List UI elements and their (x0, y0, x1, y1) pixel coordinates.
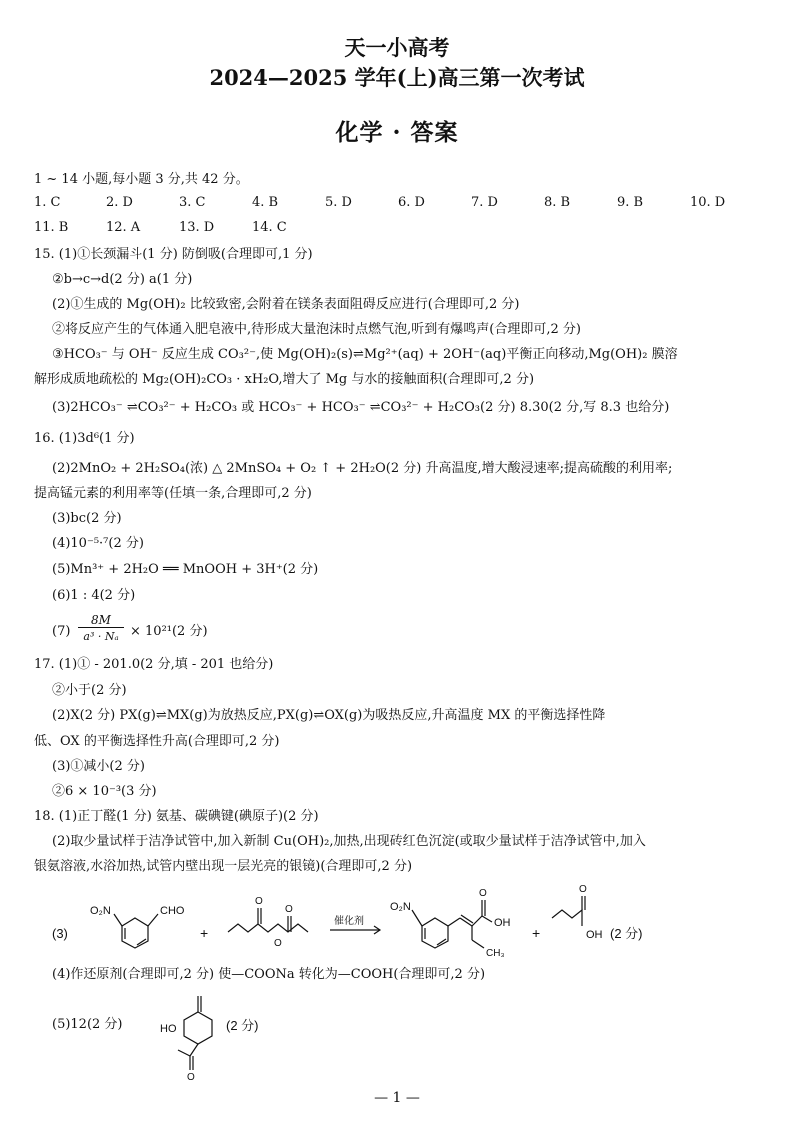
q16-fraction-prefix: (7) (52, 624, 71, 639)
product-structure (390, 888, 511, 959)
mc-answer: 8. B (544, 195, 571, 210)
mc-answer: 1. C (34, 195, 61, 210)
q18-line: (5)12(2 分) (52, 1017, 123, 1032)
score-label: (2 分) (226, 1018, 259, 1033)
q16-line: 16. (1)3d⁶(1 分) (34, 431, 135, 446)
butyric-acid-structure (552, 884, 603, 941)
anhydride-structure (228, 896, 308, 949)
q15-line: 15. (1)①长颈漏斗(1 分) 防倒吸(合理即可,1 分) (34, 247, 313, 262)
q18-line: 银氨溶液,水浴加热,试管内壁出现一层光亮的银镜)(合理即可,2 分) (34, 859, 413, 874)
mc-intro: 1 ~ 14 小题,每小题 3 分,共 42 分。 (34, 172, 249, 187)
q16-line: (5)Mn³⁺ + 2H₂O ══ MnOOH + 3H⁺(2 分) (52, 562, 319, 577)
q18-line: 18. (1)正丁醛(1 分) 氨基、碳碘键(碘原子)(2 分) (34, 809, 319, 824)
mc-answer: 9. B (617, 195, 644, 210)
reaction-scheme (40, 880, 700, 960)
oxygen-label: O (187, 1072, 195, 1080)
q15-line: 解形成质地疏松的 Mg₂(OH)₂CO₃ · xH₂O,增大了 Mg 与水的接触面积(合理即可,2 分) (34, 372, 535, 387)
mc-answer: 5. D (325, 195, 352, 210)
oxygen-label: O (285, 904, 293, 915)
q17-line: ②6 × 10⁻³(3 分) (52, 784, 157, 799)
aldehyde-group-label: CHO (160, 905, 185, 917)
oxygen-label: O (255, 896, 263, 907)
oxygen-label: O (579, 884, 587, 895)
hydroxyl-label: OH (586, 929, 603, 941)
title-exam-name: 2024—2025 学年(上)高三第一次考试 (209, 65, 585, 90)
plus-sign: + (532, 925, 541, 941)
q16-line: 提高锰元素的利用率等(任填一条,合理即可,2 分) (34, 486, 312, 501)
q16-fraction-suffix: × 10²¹(2 分) (130, 624, 208, 639)
mc-answer: 13. D (179, 220, 215, 235)
q15-line: ③HCO₃⁻ 与 OH⁻ 反应生成 CO₃²⁻,使 Mg(OH)₂(s)⇌Mg²⁺(aq) + 2OH⁻(aq)平衡正向移动,Mg(OH)₂ 膜溶 (52, 347, 678, 362)
mc-answer: 7. D (471, 195, 498, 210)
q16-fraction-numerator: 8M (78, 613, 124, 628)
nitro-group-label: O₂N (390, 901, 411, 913)
q18-line: (4)作还原剂(合理即可,2 分) 使—COONa 转化为—COOH(合理即可,2 分) (52, 967, 486, 982)
q15-line: (3)2HCO₃⁻ ⇌CO₃²⁻ + H₂CO₃ 或 HCO₃⁻ + HCO₃⁻ ⇌CO₃²⁻ + H₂CO₃(2 分) 8.30(2 分,写 8.3 也给分) (52, 400, 670, 415)
q17-line: 17. (1)① - 201.0(2 分,填 - 201 也给分) (34, 657, 274, 672)
cyclohexane-acid-structure (150, 990, 290, 1080)
oxygen-label: O (274, 938, 282, 949)
page-number: — 1 — (374, 1090, 420, 1106)
q17-line: (3)①减小(2 分) (52, 759, 145, 774)
hydroxyl-label: OH (494, 917, 511, 929)
mc-answer: 10. D (690, 195, 726, 210)
oxygen-label: O (479, 888, 487, 899)
q15-line: (2)①生成的 Mg(OH)₂ 比较致密,会附着在镁条表面阻碍反应进行(合理即可,2 分) (52, 297, 520, 312)
methyl-label: CH₃ (486, 948, 505, 959)
score-label: (2 分) (610, 926, 643, 941)
q16-line: (2)2MnO₂ + 2H₂SO₄(浓) △ 2MnSO₄ + O₂ ↑ + 2H₂O(2 分) 升高温度,增大酸浸速率;提高硫酸的利用率; (52, 461, 673, 476)
mc-answer: 2. D (106, 195, 133, 210)
q18-line: (2)取少量试样于洁净试管中,加入新制 Cu(OH)₂,加热,出现砖红色沉淀(或取少量试样于洁净试管中,加入 (52, 834, 646, 849)
q16-line: (3)bc(2 分) (52, 511, 122, 526)
q17-line: ②小于(2 分) (52, 683, 127, 698)
q16-line: (6)1 : 4(2 分) (52, 588, 136, 603)
catalyst-label: 催化剂 (334, 916, 364, 927)
reaction-label: (3) (52, 926, 68, 941)
nitro-group-label: O₂N (90, 905, 111, 917)
q17-line: 低、OX 的平衡选择性升高(合理即可,2 分) (34, 734, 280, 749)
q15-line: ②b→c→d(2 分) a(1 分) (52, 272, 193, 287)
mc-answer: 12. A (106, 220, 141, 235)
plus-sign: + (200, 925, 209, 941)
q16-line: (4)10⁻⁵·⁷(2 分) (52, 536, 144, 551)
mc-answer: 14. C (252, 220, 287, 235)
title-subject: 化学 · 答案 (335, 119, 459, 146)
q16-fraction-denominator: a³ · Nₐ (83, 630, 119, 643)
q15-line: ②将反应产生的气体通入肥皂液中,待形成大量泡沫时点燃气泡,听到有爆鸣声(合理即可,2 分) (52, 322, 581, 337)
reaction-arrow (330, 914, 380, 934)
mc-answer: 6. D (398, 195, 425, 210)
nitrobenzaldehyde-structure (90, 905, 185, 948)
title-exam-brand: 天一小高考 (344, 35, 450, 60)
mc-answer: 11. B (34, 220, 69, 235)
hydroxyl-label: HO (160, 1023, 177, 1035)
q17-line: (2)X(2 分) PX(g)⇌MX(g)为放热反应,PX(g)⇌OX(g)为吸热反应,升高温度 MX 的平衡选择性降 (52, 708, 606, 723)
mc-answer: 4. B (252, 195, 279, 210)
mc-answer: 3. C (179, 195, 206, 210)
